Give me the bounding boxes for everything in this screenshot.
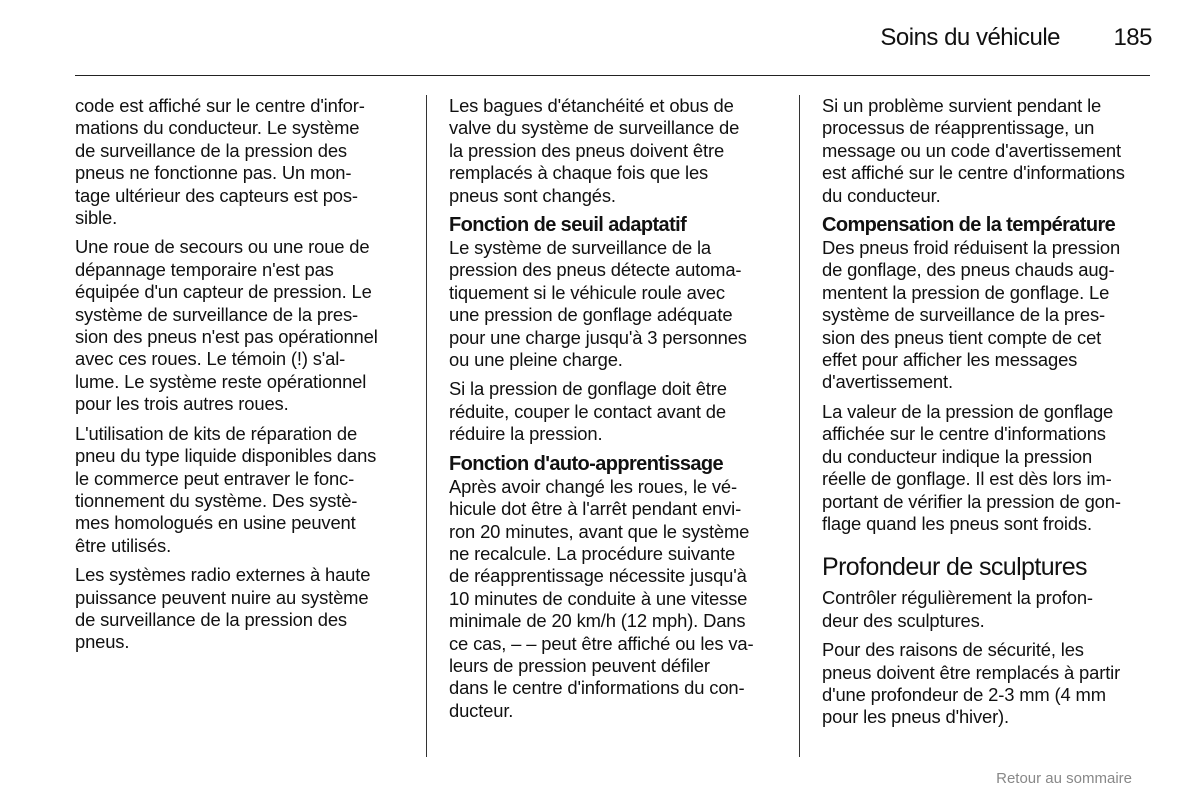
text-column-3 — [822, 95, 1157, 736]
subheading-temperature-compensation: Compensation de la température — [822, 214, 1116, 237]
paragraph: Pour des raisons de sécurité, les pneus doivent être remplacés à partir d'une profondeur de 2-3 mm (4 mm pour les pneus d'hiver). — [822, 639, 1121, 728]
paragraph: Si un problème survient pendant le processus de réapprentissage, un message ou un code d'avertissement est affiché sur le centre d'informations du conducteur. — [822, 95, 1125, 206]
paragraph: L'utilisation de kits de réparation de pneu du type liquide disponibles dans le commerce peut entraver le fonc- tionnement du système. Des systè- mes homologués en usine peuvent être utilisés. — [75, 422, 377, 556]
paragraph: Les systèmes radio externes à haute puissance peuvent nuire au système de surveillance de la pression des pneus. — [75, 564, 371, 653]
paragraph: Des pneus froid réduisent la pression de gonflage, des pneus chauds aug- mentent la pression de gonflage. Le système de surveillance de la pres- sion des pneus tient compte de cet effet pour afficher les messages d'avertissement. — [822, 237, 1121, 393]
header-divider — [75, 75, 1150, 76]
paragraph: Après avoir changé les roues, le vé- hicule dot être à l'arrêt pendant envi- ron 20 minutes, avant que le système ne recalcule. La procédure suivante de réapprentissage nécessite jusqu'à 10 minutes de conduite à une vitesse minimale de 20 km/h (12 mph). Dans ce cas, – – peut être affiché ou les va- leurs de pression peuvent défiler dans le centre d'informations du con- ducteur. — [449, 475, 754, 721]
column-divider — [799, 95, 800, 757]
paragraph: Une roue de secours ou une roue de dépannage temporaire n'est pas équipée d'un capteur de pression. Le système de surveillance de la pres- sion des pneus n'est pas opérationnel avec ces roues. Le témoin (!) s'al- lume. Le système reste opérationnel pour les trois autres roues. — [75, 236, 378, 415]
page-title: Soins du véhicule — [880, 24, 1060, 51]
paragraph: Contrôler régulièrement la profon- deur des sculptures. — [822, 587, 1093, 631]
back-to-contents-link[interactable]: Retour au sommaire — [996, 770, 1132, 787]
paragraph: code est affiché sur le centre d'infor- mations du conducteur. Le système de surveillance de la pression des pneus ne fonctionne pas. Un mon- tage ultérieur des capteurs est pos- sible. — [75, 95, 365, 229]
paragraph: Si la pression de gonflage doit être réduite, couper le contact avant de réduire la pression. — [449, 378, 727, 445]
page-number: 185 — [1113, 24, 1152, 51]
text-column-1 — [75, 95, 410, 661]
section-heading-tread-depth: Profondeur de sculptures — [822, 553, 1087, 582]
column-divider — [426, 95, 427, 757]
paragraph: Les bagues d'étanchéité et obus de valve du système de surveillance de la pression des pneus doivent être remplacés à chaque fois que les pneus sont changés. — [449, 95, 740, 206]
text-column-2 — [449, 95, 789, 729]
subheading-auto-learning: Fonction d'auto-apprentissage — [449, 452, 724, 475]
subheading-adaptive-threshold: Fonction de seuil adaptatif — [449, 214, 687, 237]
paragraph: La valeur de la pression de gonflage affichée sur le centre d'informations du conducteur indique la pression réelle de gonflage. Il est dès lors im- portant de vérifier la pression de gon- flage quand les pneus sont froids. — [822, 400, 1121, 534]
paragraph: Le système de surveillance de la pression des pneus détecte automa- tiquement si le véhicule roule avec une pression de gonflage adéquate pour une charge jusqu'à 3 personnes ou une pleine charge. — [449, 237, 747, 371]
